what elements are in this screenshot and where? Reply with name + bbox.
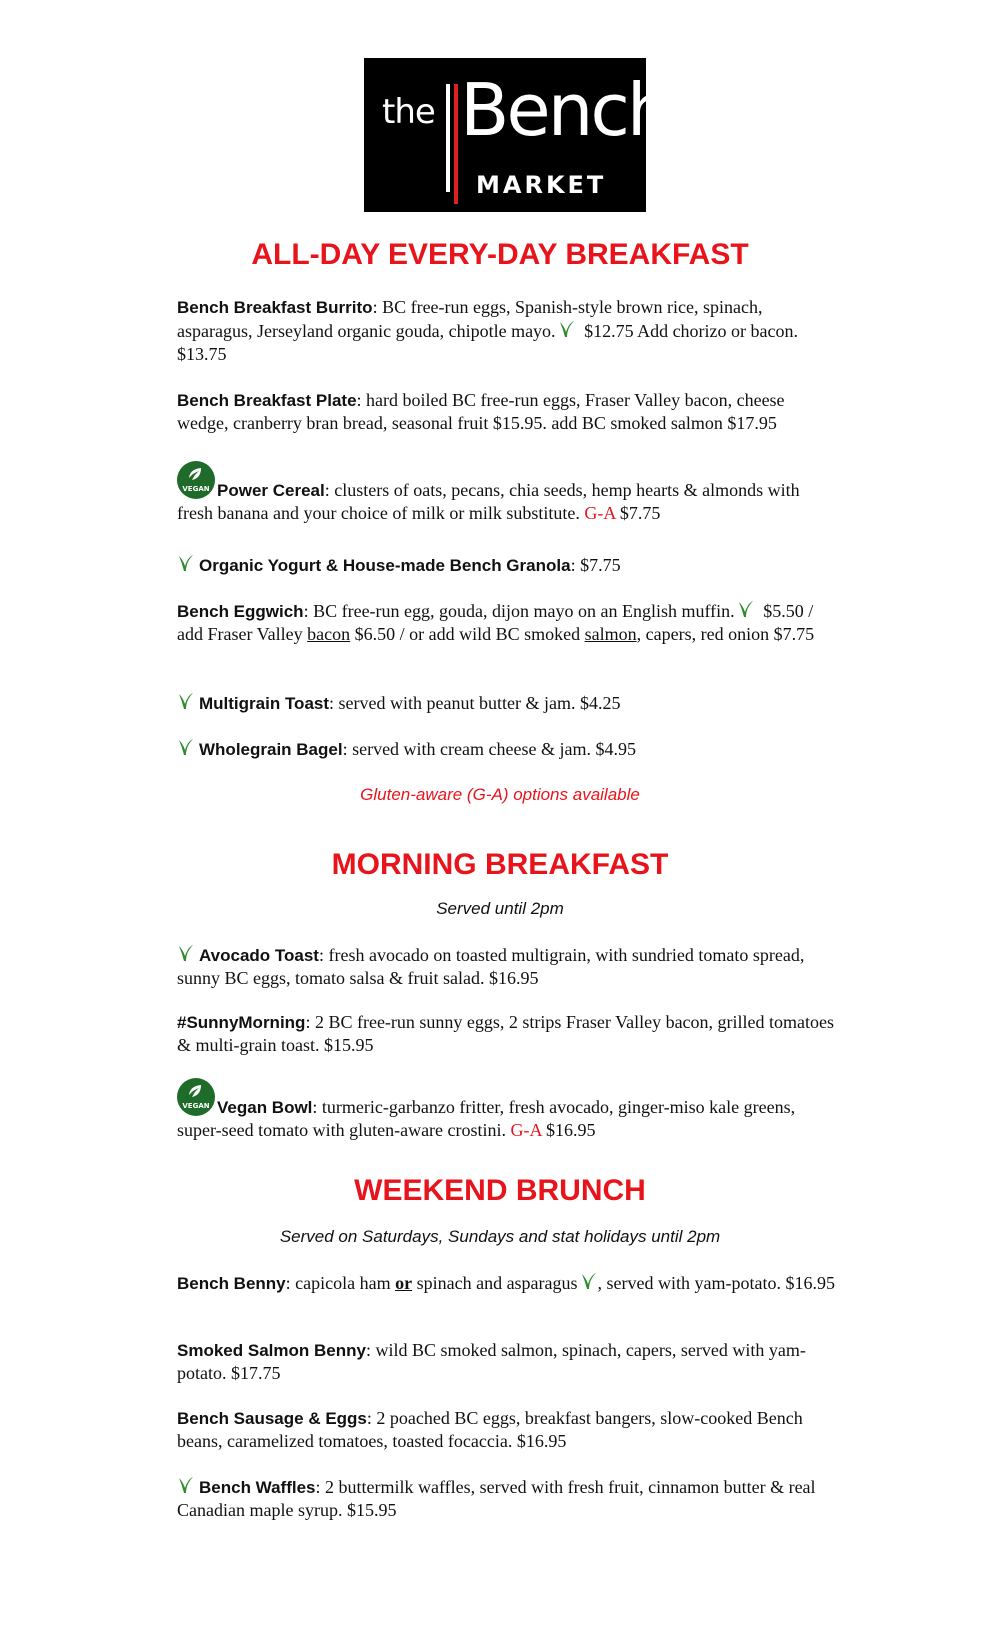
item-name: Power Cereal <box>217 481 325 500</box>
vegetarian-leaf-icon <box>580 1271 598 1291</box>
menu-item-bench-waffles <box>177 1475 837 1522</box>
item-desc: : served with cream cheese & jam. $4.95 <box>342 739 636 759</box>
item-desc: : BC free-run egg, gouda, dijon mayo on an English muffin. <box>303 601 735 621</box>
menu-item-breakfast-burrito <box>177 296 837 366</box>
menu-item-power-cereal <box>177 460 837 525</box>
gluten-aware-tag: G-A <box>584 503 616 523</box>
logo-market: MARKET <box>476 171 607 199</box>
menu-item-avocado-toast <box>177 943 837 990</box>
vegetarian-leaf-icon <box>177 943 195 963</box>
menu-item-sunny-morning <box>177 1011 837 1057</box>
menu-item-breakfast-plate <box>177 389 837 435</box>
item-name: Bench Breakfast Burrito <box>177 298 373 317</box>
item-desc: : served with peanut butter & jam. $4.25 <box>329 693 621 713</box>
menu-item-organic-yogurt <box>177 553 837 577</box>
menu-item-smoked-salmon-benny <box>177 1339 837 1385</box>
menu-item-vegan-bowl <box>177 1077 837 1142</box>
vegetarian-leaf-icon <box>177 737 195 757</box>
section-subtitle-weekend: Served on Saturdays, Sundays and stat holidays until 2pm <box>279 1227 721 1246</box>
section-title-weekend: WEEKEND BRUNCH <box>354 1174 646 1207</box>
vegetarian-leaf-icon <box>558 319 576 339</box>
gluten-aware-tag: G-A <box>510 1120 542 1140</box>
section-title-all-day: ALL-DAY EVERY-DAY BREAKFAST <box>251 238 749 271</box>
menu-item-sausage-eggs <box>177 1407 837 1453</box>
vegetarian-leaf-icon <box>177 1475 195 1495</box>
logo-bench: Bench <box>460 68 670 152</box>
logo-the: the <box>382 92 435 132</box>
bench-market-logo <box>364 58 670 212</box>
item-name: Bench Eggwich <box>177 602 304 621</box>
item-desc: : capicola ham <box>285 1273 396 1293</box>
logo-white-bar <box>446 84 450 192</box>
item-desc: : turmeric-garbanzo fritter, fresh avocado, ginger-miso kale greens, super-seed tomato with gluten-aware crostini. <box>177 1097 796 1140</box>
vegetarian-leaf-icon <box>177 553 195 573</box>
item-desc: : clusters of oats, pecans, chia seeds, hemp hearts & almonds with fresh banana and your choice of milk or milk substitute. <box>177 480 800 523</box>
logo-red-bar <box>454 84 458 204</box>
menu-item-multigrain-toast <box>177 691 837 715</box>
bacon-link: bacon <box>307 624 351 644</box>
item-name: Bench Waffles <box>199 1478 316 1497</box>
item-price: $16.95 <box>541 1120 596 1140</box>
item-desc-2: $5.50 / add Fraser Valley <box>177 601 814 644</box>
item-name: Bench Breakfast Plate <box>177 391 357 410</box>
item-name: Avocado Toast <box>199 946 319 965</box>
item-name: Bench Sausage & Eggs <box>177 1409 367 1428</box>
item-name: Multigrain Toast <box>199 694 330 713</box>
vegan-badge-icon <box>176 460 216 500</box>
item-desc: : fresh avocado on toasted multigrain, with sundried tomato spread, sunny BC eggs, tomato salsa & fruit salad. $16.95 <box>177 945 805 988</box>
or-emphasis: or <box>395 1273 413 1293</box>
item-desc: : wild BC smoked salmon, spinach, capers, served with yam-potato. $17.75 <box>177 1340 806 1383</box>
item-desc-3: $6.50 / or add wild BC smoked <box>350 624 585 644</box>
item-name: Wholegrain Bagel <box>199 740 343 759</box>
item-name: Bench Benny <box>177 1274 286 1293</box>
item-desc: : hard boiled BC free-run eggs, Fraser Valley bacon, cheese wedge, cranberry bran bread, seasonal fruit $15.95. add BC smoked salmon $17.95 <box>177 390 785 433</box>
section-title-morning: MORNING BREAKFAST <box>331 848 669 881</box>
item-name: Vegan Bowl <box>217 1098 313 1117</box>
item-desc-2: spinach and asparagus <box>412 1273 578 1293</box>
item-desc: : 2 BC free-run sunny eggs, 2 strips Fraser Valley bacon, grilled tomatoes & multi-grain toast. $15.95 <box>177 1012 835 1055</box>
item-desc-3: , served with yam-potato. $16.95 <box>597 1273 836 1293</box>
item-name: Smoked Salmon Benny <box>177 1341 366 1360</box>
item-desc: : BC free-run eggs, Spanish-style brown rice, spinach, asparagus, Jerseyland organic gouda, chipotle mayo. <box>177 297 763 341</box>
vegetarian-leaf-icon <box>737 599 755 619</box>
item-desc-4: , capers, red onion $7.75 <box>636 624 815 644</box>
vegan-badge-icon <box>176 1077 216 1117</box>
gluten-aware-note: Gluten-aware (G-A) options available <box>360 785 640 804</box>
menu-item-wholegrain-bagel <box>177 737 837 761</box>
item-desc: : 2 poached BC eggs, breakfast bangers, slow-cooked Bench beans, caramelized tomatoes, toasted focaccia. $16.95 <box>177 1408 803 1451</box>
item-desc-2: $12.75 Add chorizo or bacon. $13.75 <box>177 321 799 364</box>
menu-item-bench-benny <box>177 1271 837 1295</box>
item-desc: : 2 buttermilk waffles, served with fresh fruit, cinnamon butter & real Canadian maple syrup. $15.95 <box>177 1477 816 1520</box>
menu-item-bench-eggwich <box>177 599 837 646</box>
salmon-link: salmon <box>584 624 637 644</box>
vegetarian-leaf-icon <box>177 691 195 711</box>
item-name: Organic Yogurt & House-made Bench Granola <box>199 556 571 575</box>
section-subtitle-morning: Served until 2pm <box>436 899 564 918</box>
item-name: #SunnyMorning <box>177 1013 306 1032</box>
item-price: $7.75 <box>615 503 661 523</box>
item-desc: : $7.75 <box>570 555 621 575</box>
